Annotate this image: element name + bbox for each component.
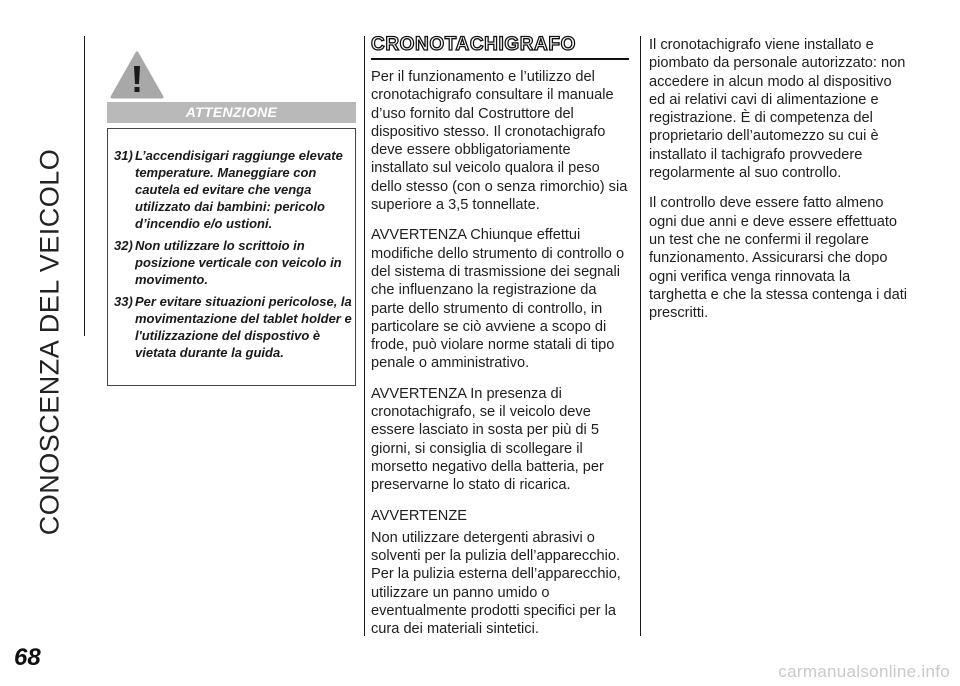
section-title-rule xyxy=(371,58,629,60)
paragraph: AVVERTENZA In presenza di cronotachigrafo, se il veicolo deve essere lasciato in sosta per più di 5 giorni, si consiglia di scollegare il morsetto negativo della batteria, per preservarne lo stato di ricarica. xyxy=(371,385,604,494)
warning-list xyxy=(114,147,352,366)
paragraph: Il cronotachigrafo viene installato e piombato da personale autorizzato: non accedere in alcun modo al dispositivo ed ai relativi cavi di alimentazione e registrazione. È di competenza del proprietario dell’automezzo su cui è installato il tachigrafo provvedere regolarmente al suo controllo. xyxy=(649,37,906,182)
paragraph: Il controllo deve essere fatto almeno ogni due anni e deve essere effettuato un test che ne confermi il regolare funzionamento. Assicurarsi che dopo ogni verifica venga rinnovata la targhetta e che la stessa contenga i dati prescritti. xyxy=(649,195,907,322)
warning-item xyxy=(114,293,352,361)
warning-box xyxy=(107,128,356,386)
column-divider-middle xyxy=(364,36,365,636)
column-divider-right xyxy=(640,36,641,636)
paragraph: Non utilizzare detergenti abrasivi o solventi per la pulizia dell’apparecchio. Per la pulizia esterna dell’apparecchio, utilizzare un panno umido o eventualmente prodotti specifici per la cura dei materiali sintetici. xyxy=(371,529,621,638)
chapter-side-title: CONOSCENZA DEL VEICOLO xyxy=(34,148,65,536)
warning-header: ATTENZIONE xyxy=(107,102,356,123)
warning-triangle-icon xyxy=(109,50,165,100)
paragraph: Per il funzionamento e l’utilizzo del cronotachigrafo consultare il manuale d’uso fornito dal Costruttore del dispositivo stesso. Il cronotachigrafo deve essere obbligatoriamente installato sul veicolo qualora il peso dello stesso (con o senza rimorchio) sia superiore a 3,5 tonnellate. xyxy=(371,69,628,214)
warning-item-number: 33) xyxy=(114,294,133,309)
warning-item-text: L’accendisigari raggiunge elevate temperature. Maneggiare con cautela ed evitare che venga utilizzato dai bambini: pericolo d’incendio e/o ustioni. xyxy=(135,148,343,231)
paragraph: AVVERTENZE xyxy=(371,507,467,524)
warning-item-number: 31) xyxy=(114,148,133,163)
paragraph: AVVERTENZA Chiunque effettui modifiche dello strumento di controllo o del sistema di trasmissione dei segnali che influenzano la registrazione da parte dello strumento di controllo, in particolare se ciò avviene a scopo di frode, può violare norme statali di tipo penale o amministrativo. xyxy=(371,227,625,372)
warning-item-number: 32) xyxy=(114,238,133,253)
warning-item xyxy=(114,147,352,232)
right-column xyxy=(649,36,911,334)
warning-item-text: Per evitare situazioni pericolose, la movimentazione del tablet holder e l'utilizzazione del dispostivo è vietata durante la guida. xyxy=(135,294,352,360)
warning-item xyxy=(114,237,352,288)
section-title: CRONOTACHIGRAFO xyxy=(371,34,576,55)
page-number: 68 xyxy=(14,644,41,671)
watermark: carmanualsonline.info xyxy=(778,662,950,681)
warning-item-text: Non utilizzare lo scrittoio in posizione verticale con veicolo in movimento. xyxy=(135,238,342,287)
column-divider-left xyxy=(84,36,85,336)
middle-column xyxy=(371,68,631,651)
